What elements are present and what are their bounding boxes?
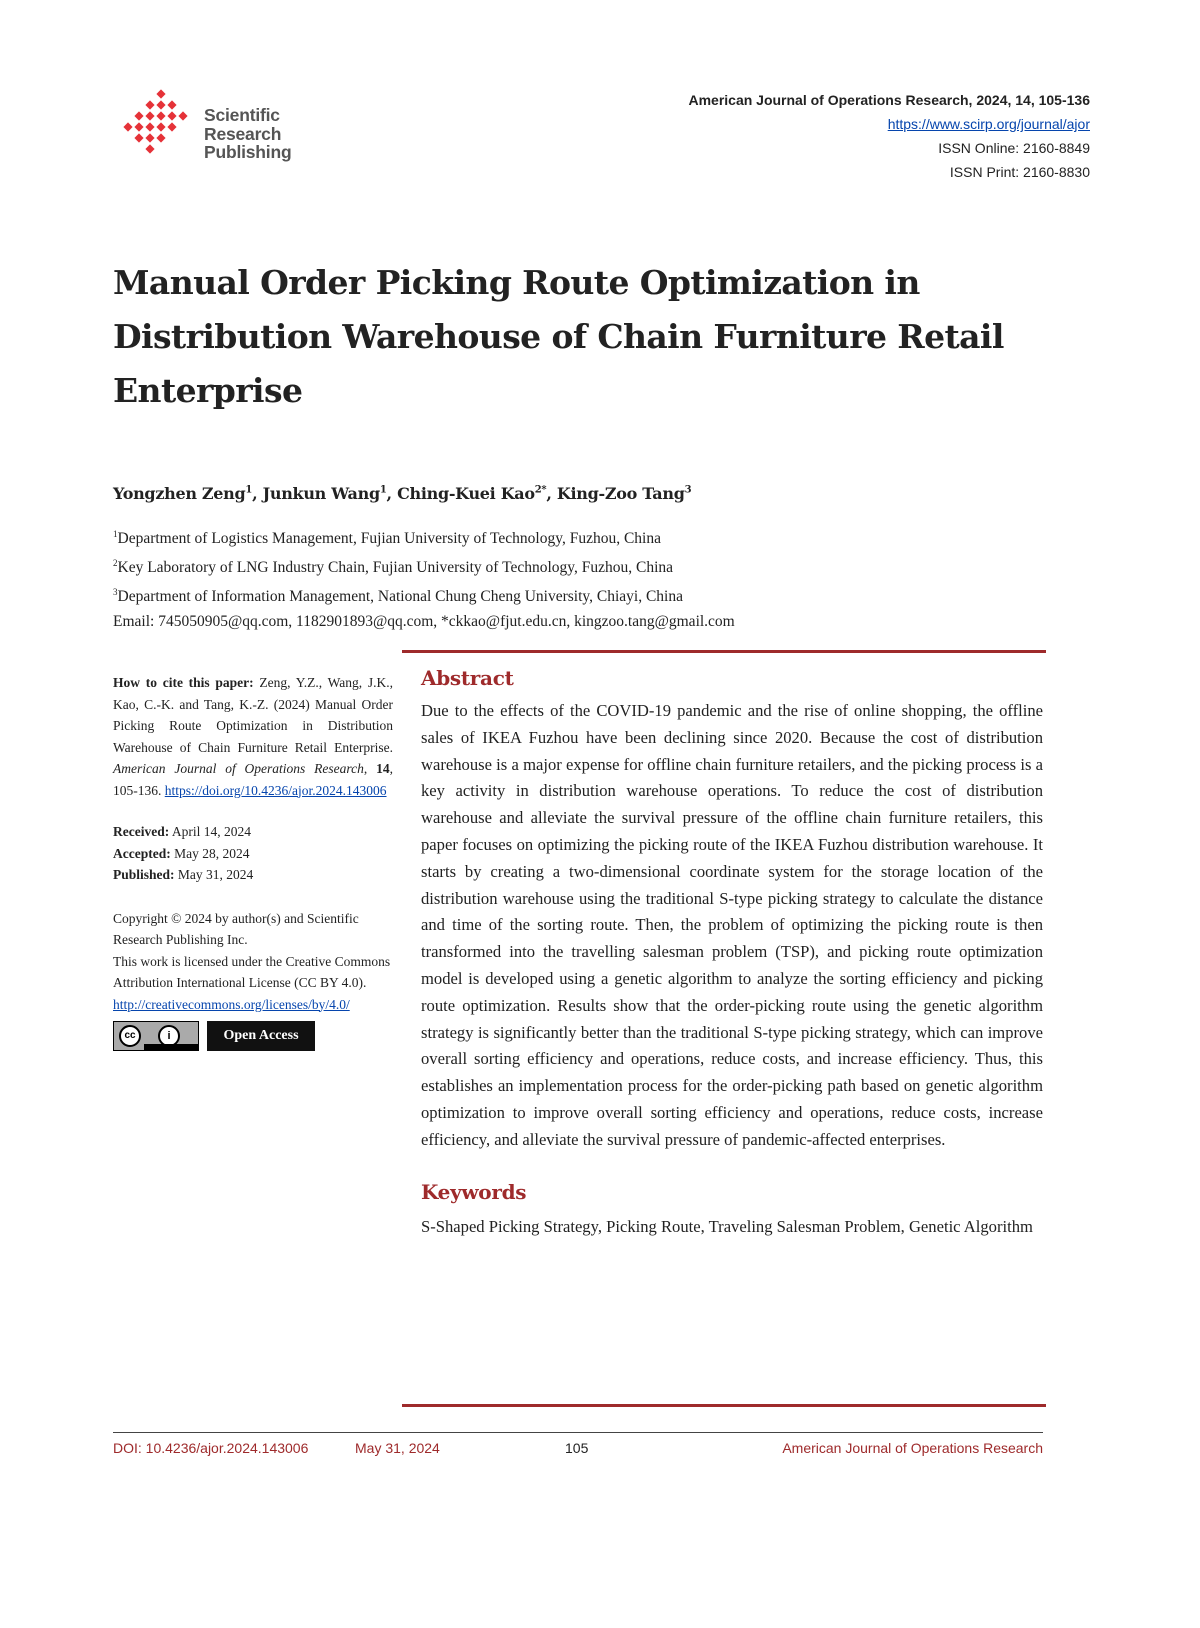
logo-diamond xyxy=(145,100,154,109)
affiliation-text: Department of Information Management, National Chung Cheng University, Chiayi, China xyxy=(117,588,683,606)
accepted-date: May 28, 2024 xyxy=(174,845,250,861)
logo-diamond xyxy=(123,122,132,131)
logo-diamond xyxy=(156,89,165,98)
affiliation-sup: 3 xyxy=(113,587,118,598)
publisher-name xyxy=(204,106,291,162)
logo-diamond xyxy=(178,111,187,120)
logo-diamond xyxy=(156,122,165,131)
citation-block: How to cite this paper: Zeng, Y.Z., Wang, J.K., Kao, C.-K. and Tang, K.-Z. (2024) Manual Order Picking Route Optimization in Distribution Warehouse of Chain Furniture Retail Enterprise. American Journal of Operations Research, 14, 105-136. https://doi.org/10.4236/ajor.2024.143006 xyxy=(113,675,394,798)
logo-diamond xyxy=(156,100,165,109)
page-footer xyxy=(113,1440,1043,1464)
keywords-text: S-Shaped Picking Strategy, Picking Route, Traveling Salesman Problem, Genetic Algorithm xyxy=(421,1216,1033,1236)
cc-icon: cc xyxy=(119,1025,141,1047)
article-info-column xyxy=(113,672,393,1051)
publisher-logo xyxy=(116,86,316,166)
author-name: Yongzhen Zeng xyxy=(113,484,246,503)
email-line: Email: 745050905@qq.com, 1182901893@qq.com, *ckkao@fjut.edu.cn, kingzoo.tang@gmail.com xyxy=(113,613,735,631)
badge-strip xyxy=(144,1044,199,1050)
copyright-block xyxy=(113,908,393,1052)
author-name: Junkun Wang xyxy=(262,484,380,503)
affiliation-line xyxy=(113,522,735,551)
affiliation-text: Department of Logistics Management, Fujian University of Technology, Fuzhou, China xyxy=(117,530,661,548)
open-access-badge: Open Access xyxy=(207,1021,315,1051)
author-name: Ching-Kuei Kao xyxy=(397,484,535,503)
published-date: May 31, 2024 xyxy=(177,867,254,882)
issn-print: ISSN Print: 2160-8830 xyxy=(949,164,1090,180)
logo-diamond xyxy=(156,133,165,142)
issn-online: ISSN Online: 2160-8849 xyxy=(938,140,1090,156)
logo-diamond xyxy=(134,111,143,120)
citation-volume: 14 xyxy=(376,761,390,776)
section-divider xyxy=(402,650,1046,653)
logo-diamond xyxy=(145,111,154,120)
footer-date: May 31, 2024 xyxy=(355,1440,440,1456)
citation-pages: , 105-136. xyxy=(113,761,393,798)
author-sep: , xyxy=(252,484,263,503)
author-sep: , xyxy=(386,484,398,503)
logo-diamond xyxy=(167,100,176,109)
logo-diamond xyxy=(145,122,154,131)
author-affil-sup: 3 xyxy=(684,484,692,496)
logo-diamond xyxy=(167,122,176,131)
affiliation-text: Key Laboratory of LNG Industry Chain, Fujian University of Technology, Fuzhou, China xyxy=(117,559,674,577)
citation-text: Zeng, Y.Z., Wang, J.K., Kao, C.-K. and Tang, K.-Z. (2024) Manual Order Picking Route Optimization in Distribution Warehouse of Chain Furniture Retail Enterprise. xyxy=(113,675,394,755)
publisher-name-line: Scientific xyxy=(204,105,280,125)
abstract-text: Due to the effects of the COVID-19 pandemic and the rise of online shopping, the offline sales of IKEA Fuzhou have been declining since 2020. Because the cost of distribution warehouse is a major expense for offline chain furniture retailers, and the picking process is a key activity in distribution warehouse operations. To reduce the cost of distribution warehouse and alleviate the survival pressure of the offline chain furniture retailers, this paper focuses on optimizing the picking route of the IKEA Fuzhou distribution warehouse. It starts by creating a two-dimensional coordinate system for the storage location of the distribution warehouse using the traditional S-type picking strategy to calculate the distance and time of the sorting route. Then, the problem of optimizing the picking route is then transformed into the travelling salesman problem (TSP), and picking route optimization model is developed using a genetic algorithm to analyze the sorting efficiency and picking route optimization. Results show that the order-picking route using the genetic algorithm strategy is significantly better than the traditional S-type picking strategy, which can improve overall sorting efficiency and operations, reduce costs, and increase efficiency. Thus, this establishes an implementation process for the order-picking path based on genetic algorithm optimization to improve overall sorting efficiency and operations, reduce costs, increase efficiency, and alleviate the survival pressure of pandemic-affected enterprises. xyxy=(421,701,1043,1149)
footer-journal: American Journal of Operations Research xyxy=(782,1440,1043,1456)
license-link[interactable]: http://creativecommons.org/licenses/by/4.0/ xyxy=(113,996,350,1012)
received-label: Received: xyxy=(113,824,170,839)
publisher-name-line: Research xyxy=(204,123,282,144)
author-affil-sup: 2* xyxy=(534,484,547,496)
logo-diamond xyxy=(134,122,143,131)
citation-label: How to cite this paper: xyxy=(113,675,254,690)
author-affil-sup: 1 xyxy=(245,484,253,496)
author-list xyxy=(113,484,691,503)
logo-diamond xyxy=(134,133,143,142)
license-line: This work is licensed under the Creative Commons Attribution International License (CC BY 4.0). xyxy=(113,953,391,990)
citation-journal: American Journal of Operations Research xyxy=(113,761,364,776)
scirp-logo-icon xyxy=(116,86,196,166)
section-divider xyxy=(402,1404,1046,1407)
footer-divider xyxy=(113,1432,1043,1433)
abstract-column xyxy=(421,666,1043,1240)
affiliation-line xyxy=(113,551,735,580)
affiliation-sup: 2 xyxy=(113,558,118,569)
affiliations xyxy=(113,522,735,634)
journal-url-link[interactable]: https://www.scirp.org/journal/ajor xyxy=(887,116,1090,132)
logo-diamond xyxy=(156,111,165,120)
dates-block xyxy=(113,821,393,886)
footer-doi: DOI: 10.4236/ajor.2024.143006 xyxy=(113,1440,309,1456)
received-date: April 14, 2024 xyxy=(171,824,251,839)
author-sep: , xyxy=(546,484,557,503)
license-badges xyxy=(113,1021,393,1051)
keywords-heading: Keywords xyxy=(421,1179,527,1204)
affiliation-line xyxy=(113,580,735,609)
page-number: 105 xyxy=(565,1440,589,1456)
paper-title: Manual Order Picking Route Optimization in Distribution Warehouse of Chain Furniture Retail Enterprise xyxy=(113,263,1004,410)
journal-citation-line: American Journal of Operations Research, 2024, 14, 105-136 xyxy=(688,92,1090,108)
affiliation-sup: 1 xyxy=(113,529,118,539)
logo-diamond xyxy=(145,133,154,142)
author-affil-sup: 1 xyxy=(379,484,387,496)
logo-diamond xyxy=(145,144,154,153)
cc-by-badge[interactable] xyxy=(113,1021,199,1051)
author-name: King-Zoo Tang xyxy=(556,484,685,503)
abstract-heading: Abstract xyxy=(421,666,514,690)
logo-diamond xyxy=(167,111,176,120)
attribution-icon: i xyxy=(158,1025,180,1047)
copyright-line: Copyright © 2024 by author(s) and Scientific Research Publishing Inc. xyxy=(113,910,359,947)
published-label: Published: xyxy=(113,867,175,882)
journal-header xyxy=(688,88,1090,184)
publisher-name-line: Publishing xyxy=(204,142,292,162)
accepted-label: Accepted: xyxy=(113,845,171,861)
citation-doi-link[interactable]: https://doi.org/10.4236/ajor.2024.143006 xyxy=(164,782,387,798)
